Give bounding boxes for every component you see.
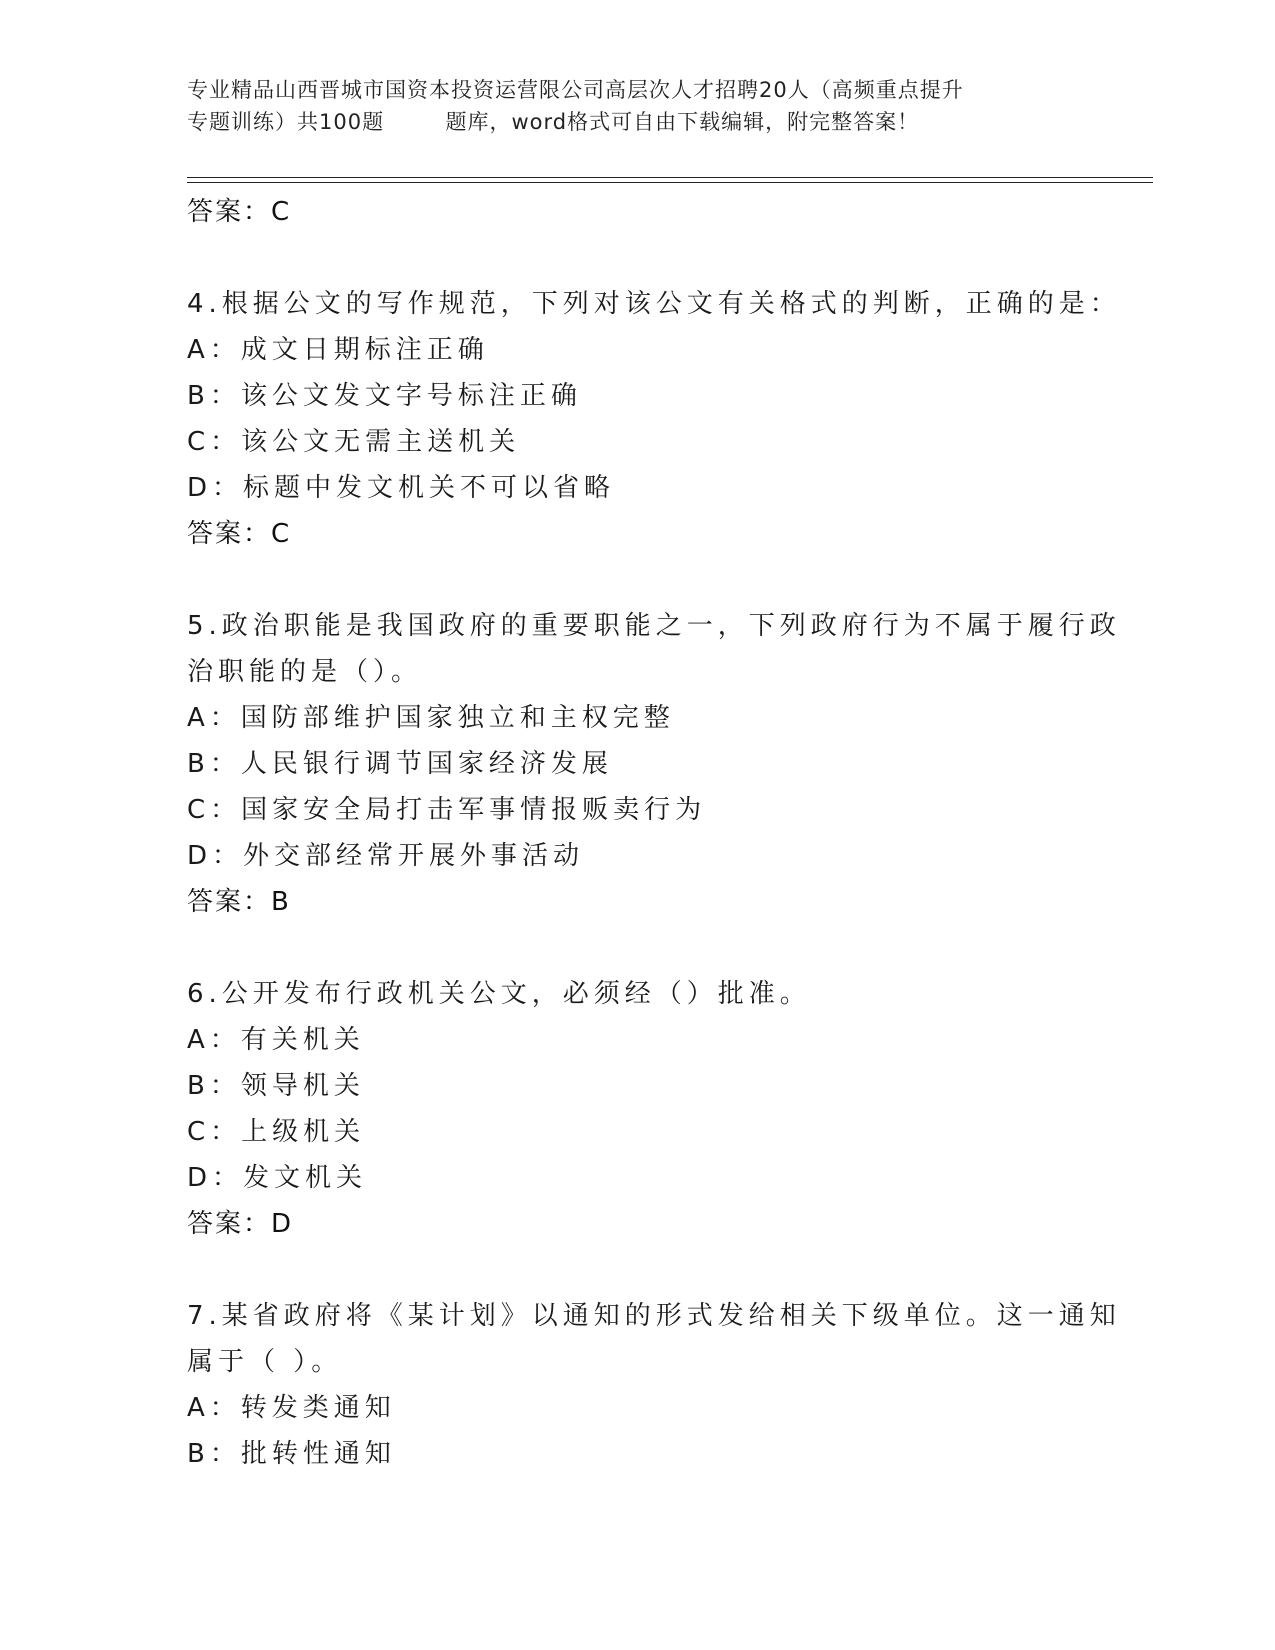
option-d: D：发文机关 — [187, 1163, 368, 1193]
question-text-cont: 治职能的是（）。 — [187, 657, 423, 687]
header-rule-bottom — [187, 182, 1153, 183]
option-a: A：国防部维护国家独立和主权完整 — [187, 703, 675, 733]
option-c: C：国家安全局打击军事情报贩卖行为 — [187, 795, 707, 825]
answer-line: 答案：B — [187, 887, 291, 917]
option-d: D：外交部经常开展外事活动 — [187, 841, 585, 871]
question-text: 7.某省政府将《某计划》以通知的形式发给相关下级单位。这一通知 — [187, 1301, 1121, 1331]
answer-line: 答案：C — [187, 197, 292, 227]
spacer — [187, 557, 1087, 603]
answer-line: 答案：C — [187, 519, 292, 549]
option-c: C：上级机关 — [187, 1117, 366, 1147]
option-b: B：领导机关 — [187, 1071, 365, 1101]
header-line-1: 专业精品山西晋城市国资本投资运营限公司高层次人才招聘20人（高频重点提升 — [187, 78, 964, 102]
option-b: B：该公文发文字号标注正确 — [187, 381, 582, 411]
header-rule-top — [187, 177, 1153, 178]
question-text-cont: 属于（ ）。 — [187, 1347, 343, 1377]
question-text: 6.公开发布行政机关公文，必须经（）批准。 — [187, 979, 811, 1009]
question-text: 4.根据公文的写作规范，下列对该公文有关格式的判断，正确的是： — [187, 289, 1121, 319]
option-a: A：转发类通知 — [187, 1393, 396, 1423]
page-header — [187, 74, 1087, 138]
option-a: A：有关机关 — [187, 1025, 365, 1055]
question-text: 5.政治职能是我国政府的重要职能之一，下列政府行为不属于履行政 — [187, 611, 1121, 641]
header-line-2: 专题训练）共100题 题库，word格式可自由下载编辑，附完整答案！ — [187, 110, 920, 134]
question-list — [187, 189, 1121, 1477]
option-b: B：人民银行调节国家经济发展 — [187, 749, 613, 779]
spacer — [187, 925, 1087, 971]
option-c: C：该公文无需主送机关 — [187, 427, 521, 457]
spacer — [187, 235, 1087, 281]
option-b: B：批转性通知 — [187, 1439, 396, 1469]
answer-line: 答案：D — [187, 1209, 294, 1239]
option-d: D：标题中发文机关不可以省略 — [187, 473, 616, 503]
spacer — [187, 1247, 1087, 1293]
option-a: A：成文日期标注正确 — [187, 335, 489, 365]
